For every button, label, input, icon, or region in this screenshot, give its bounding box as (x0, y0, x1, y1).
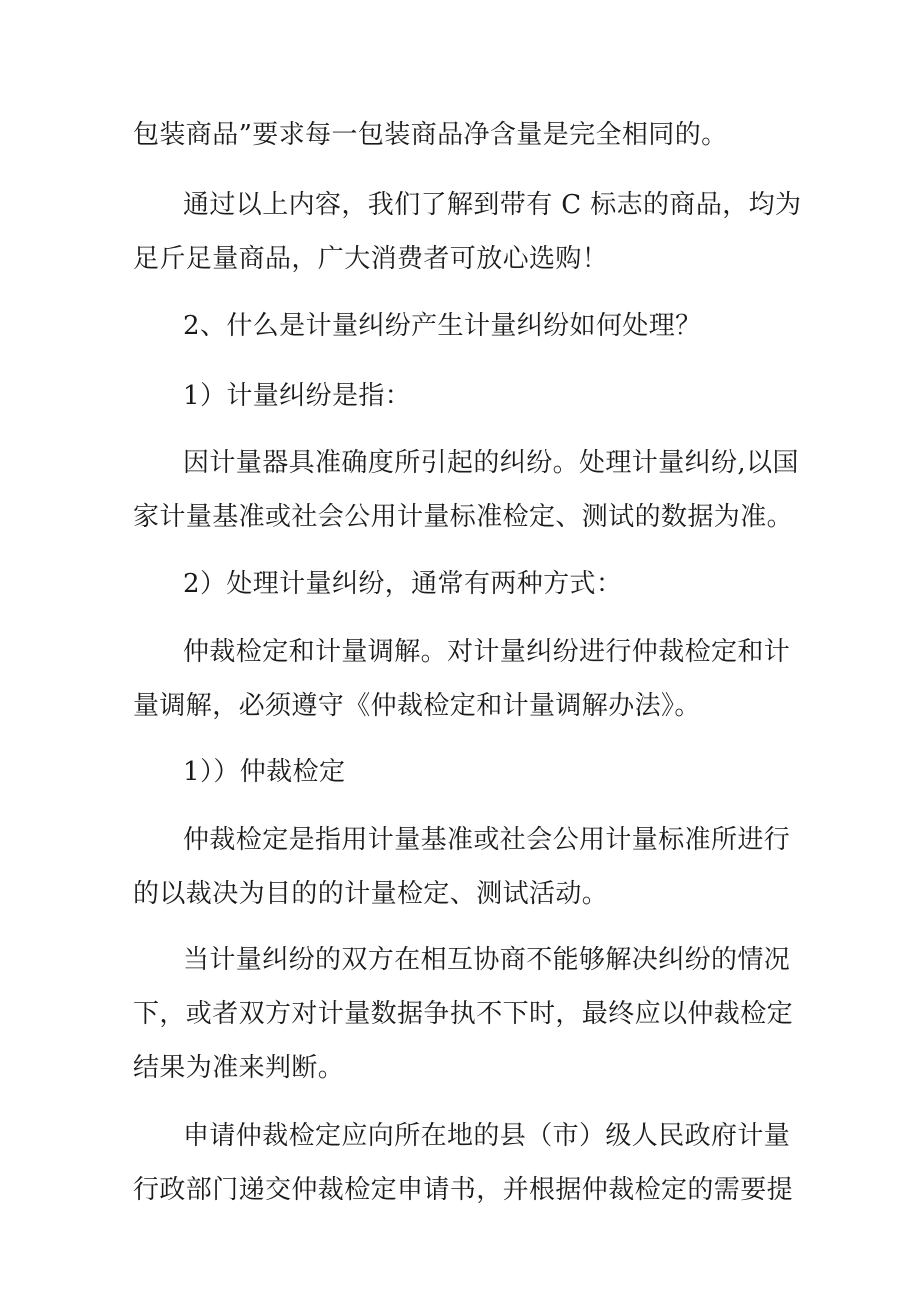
text-line: 足斤足量商品，广大消费者可放心选购！ (133, 244, 609, 274)
text-line: 家计量基准或社会公用计量标准检定、测试的数据为准。 (133, 502, 794, 532)
text-line: 通过以上内容，我们了解到带有 C 标志的商品，均为 (183, 190, 802, 220)
text-line: 的以裁决为目的的计量检定、测试活动。 (133, 879, 609, 909)
text-line: 下，或者双方对计量数据争执不下时，最终应以仲裁检定 (133, 999, 794, 1029)
paragraph-4-heading (133, 369, 797, 423)
paragraph-5 (133, 436, 797, 544)
paragraph-9 (133, 813, 797, 921)
text-line: 结果为准来判断。 (133, 1053, 345, 1083)
paragraph-3-heading (133, 299, 797, 353)
text-line: 当计量纠纷的双方在相互协商不能够解决纠纷的情况 (183, 945, 791, 975)
text-line: 2、什么是计量纠纷产生计量纠纷如何处理？ (183, 311, 702, 341)
paragraph-1 (133, 108, 797, 162)
paragraph-8-heading (133, 745, 797, 799)
text-line: 2）处理计量纠纷，通常有两种方式： (183, 569, 623, 599)
paragraph-7 (133, 625, 797, 733)
paragraph-11 (133, 1109, 797, 1217)
text-line: 仲裁检定是指用计量基准或社会公用计量标准所进行 (183, 825, 791, 855)
text-line: 申请仲裁检定应向所在地的县（市）级人民政府计量 (183, 1121, 791, 1151)
text-line: 包装商品”要求每一包装商品净含量是完全相同的。 (133, 120, 728, 150)
paragraph-6-heading (133, 557, 797, 611)
text-line: 量调解，必须遵守《仲裁检定和计量调解办法》。 (133, 691, 701, 721)
paragraph-10 (133, 933, 797, 1095)
text-line: 因计量器具准确度所引起的纠纷。处理计量纠纷,以国 (183, 448, 799, 478)
text-line: 1））仲裁检定 (183, 757, 346, 787)
paragraph-2 (133, 178, 802, 286)
text-line: 仲裁检定和计量调解。对计量纠纷进行仲裁检定和计 (183, 637, 791, 667)
text-line: 行政部门递交仲裁检定申请书，并根据仲裁检定的需要提 (133, 1175, 794, 1205)
text-line: 1）计量纠纷是指： (183, 381, 412, 411)
